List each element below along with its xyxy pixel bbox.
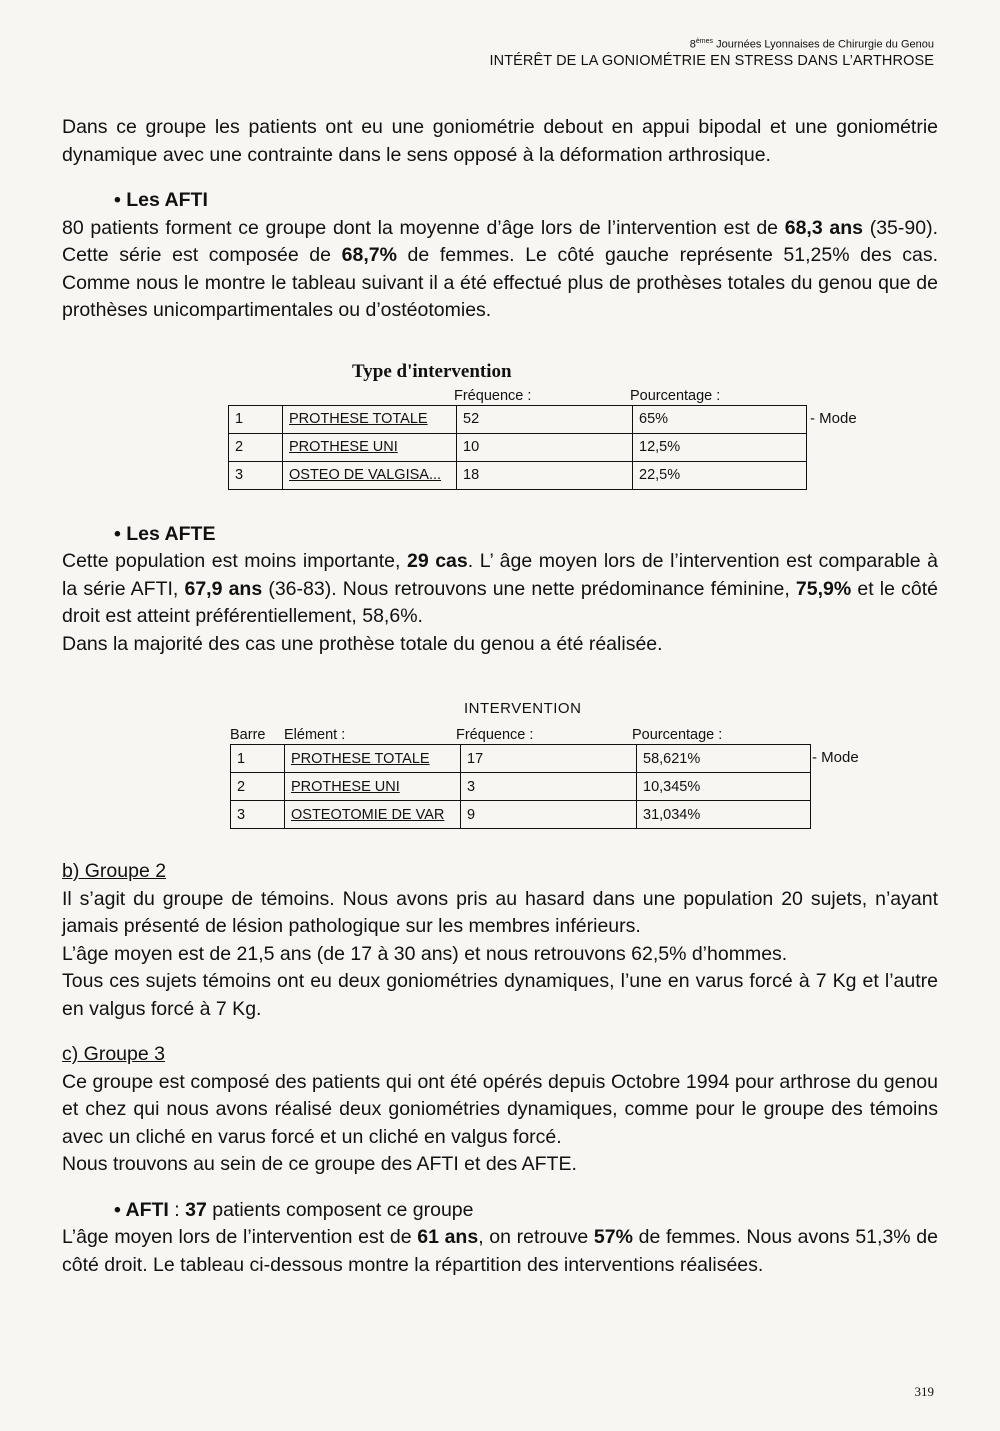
table1-col-pourcentage: Pourcentage : [630, 387, 721, 404]
table2-col-pourcentage: Pourcentage : [632, 727, 723, 743]
page-number: 319 [914, 1384, 934, 1399]
table2-grid [230, 744, 811, 829]
groupe2-paragraph-1: Il s’agit du groupe de témoins. Nous avons pris au hasard dans une population 20 sujets, n’ayant jamais présenté de lésion pathologique sur les membres inférieurs. [62, 887, 938, 937]
table-type-intervention [62, 325, 938, 521]
table-row: 2 PROTHESE UNI 3 10,345% [231, 773, 811, 801]
afte-paragraph: Cette population est moins importante, 29 cas. L’ âge moyen lors de l’intervention est comparable à la série AFTI, 67,9 ans (36-83). Nous retrouvons une nette prédominance féminine, 75,9% et le côté droit est atteint préférentiellement, 58,6%. [62, 550, 938, 627]
groupe3-paragraph-2: Nous trouvons au sein de ce groupe des AFTI et des AFTE. [62, 1153, 577, 1175]
table2-mode-label: - Mode [812, 749, 859, 766]
table1-col-frequence: Fréquence : [454, 387, 532, 404]
header-conference: 8èmes Journées Lyonnaises de Chirurgie du Genou [689, 38, 934, 51]
afti-paragraph: 80 patients forment ce groupe dont la moyenne d’âge lors de l’intervention est de 68,3 ans (35-90). Cette série est composée de 68,7% de femmes. Le côté gauche représente 51,25% des cas. Comme nous le montre le tableau suivant il a été effectué plus de prothèses totales du genou que de prothèses unicompartimentales ou d’ostéotomies. [62, 216, 938, 321]
body-text [62, 114, 938, 1279]
table2-col-frequence: Fréquence : [456, 727, 534, 743]
afte-heading: • Les AFTE [114, 522, 216, 545]
table2-col-element: Elément : [284, 727, 346, 743]
groupe3-paragraph-1: Ce groupe est composé des patients qui ont été opérés depuis Octobre 1994 pour arthrose du genou et chez qui nous avons réalisé deux goniométries dynamiques, comme pour le groupe des témoins avec un cliché en varus forcé et un cliché en valgus forcé. [62, 1070, 938, 1148]
intro-paragraph: Dans ce groupe les patients ont eu une goniométrie debout en appui bipodal et une goniométrie dynamique avec une contrainte dans le sens opposé à la déformation arthrosique. [62, 116, 938, 166]
table1-grid [228, 405, 807, 490]
table-row: 1 PROTHESE TOTALE 52 65% [229, 405, 807, 433]
afte-paragraph-2: Dans la majorité des cas une prothèse totale du genou a été réalisée. [62, 632, 663, 655]
afti-heading: • Les AFTI [114, 189, 208, 211]
groupe3-heading: c) Groupe 3 [62, 1043, 165, 1065]
groupe3-afti-paragraph: L’âge moyen lors de l’intervention est de 61 ans, on retrouve 57% de femmes. Nous avons 51,3% de côté droit. Le tableau ci-dessous montre la répartition des interventions réalisées. [62, 1226, 938, 1276]
table-row: 1 PROTHESE TOTALE 17 58,621% [231, 745, 811, 773]
groupe2-paragraph-3: Tous ces sujets témoins ont eu deux goniométries dynamiques, l’une en varus forcé à 7 Kg et l’autre en valgus forcé à 7 Kg. [62, 970, 938, 1020]
table-row: 2 PROTHESE UNI 10 12,5% [229, 433, 807, 461]
table1-mode-label: - Mode [810, 409, 857, 427]
table2-col-barre: Barre [230, 727, 266, 743]
table-row: 3 OSTEOTOMIE DE VAR 9 31,034% [231, 801, 811, 829]
table2-title: INTERVENTION [464, 700, 582, 717]
header-title: INTÉRÊT DE LA GONIOMÉTRIE EN STRESS DANS L’ARTHROSE [489, 53, 934, 70]
table-intervention [62, 658, 938, 858]
running-header [490, 38, 935, 71]
table1-title: Type d'intervention [352, 360, 512, 382]
groupe3-afti-line: • AFTI : 37 patients composent ce groupe [114, 1198, 474, 1221]
table-row: 3 OSTEO DE VALGISA... 18 22,5% [229, 461, 807, 489]
groupe2-heading: b) Groupe 2 [62, 860, 167, 882]
groupe2-paragraph-2: L’âge moyen est de 21,5 ans (de 17 à 30 ans) et nous retrouvons 62,5% d’hommes. [62, 942, 788, 965]
